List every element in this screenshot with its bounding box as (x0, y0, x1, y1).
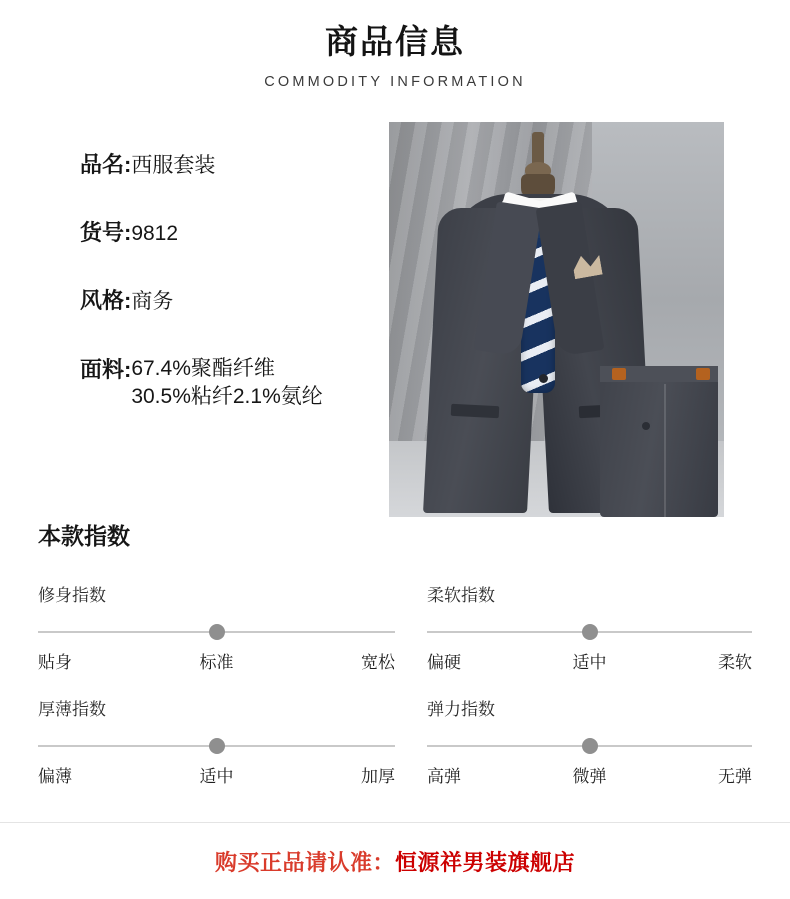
tick-thickness-0: 偏薄 (38, 766, 72, 786)
index-grid (38, 581, 752, 809)
slider-knob-fit[interactable] (209, 624, 225, 640)
index-label-thickness: 厚薄指数 (38, 699, 106, 719)
index-item-softness (427, 581, 752, 673)
tick-softness-0: 偏硬 (427, 652, 461, 672)
footer-text (215, 846, 575, 877)
tick-softness-1: 适中 (572, 652, 607, 672)
slider-knob-thickness[interactable] (209, 738, 225, 754)
slider-softness[interactable] (427, 620, 752, 646)
index-label-fit: 修身指数 (38, 585, 106, 605)
fabric-line-1: 67.4%聚酯纤维 (131, 356, 275, 380)
spec-value-style: 商务 (131, 290, 174, 314)
slider-ticks-thickness (38, 762, 395, 787)
fabric-line-2: 30.5%粘纤2.1%氨纶 (131, 384, 323, 408)
page-title: 商品信息 (325, 23, 465, 60)
page-subtitle: COMMODITY INFORMATION (264, 73, 526, 90)
spec-label-style: 风格: (80, 288, 132, 314)
tick-softness-2: 柔软 (718, 652, 752, 672)
index-item-thickness (38, 695, 395, 787)
tick-fit-2: 宽松 (361, 652, 395, 672)
index-section-title: 本款指数 (38, 522, 130, 549)
spec-value-name: 西服套装 (131, 153, 216, 177)
index-label-softness: 柔软指数 (427, 585, 495, 605)
tick-thickness-2: 加厚 (361, 766, 395, 786)
tick-fit-0: 贴身 (38, 652, 72, 672)
slider-knob-elasticity[interactable] (582, 738, 598, 754)
jacket-pocket-flap-left (451, 403, 500, 417)
spec-label-name: 品名: (80, 151, 132, 177)
index-item-fit (38, 581, 395, 673)
trousers-tag-right (696, 368, 710, 380)
spec-value-sku: 9812 (131, 221, 179, 245)
product-image (389, 122, 724, 517)
product-info-section (0, 122, 790, 512)
spec-label-sku: 货号: (80, 219, 132, 245)
page-header (0, 0, 790, 90)
spec-row-fabric (80, 355, 390, 412)
footer-banner (0, 822, 790, 899)
spec-row-style (80, 286, 390, 316)
tick-elasticity-2: 无弹 (718, 766, 752, 786)
trousers-crease (664, 384, 666, 517)
slider-fit[interactable] (38, 620, 395, 646)
index-label-elasticity: 弹力指数 (427, 699, 495, 719)
footer-prefix: 购买正品请认准： (214, 849, 395, 875)
slider-ticks-softness (427, 648, 752, 673)
index-column-left (38, 581, 395, 809)
tick-thickness-1: 适中 (199, 766, 234, 786)
slider-ticks-elasticity (427, 762, 752, 787)
index-item-elasticity (427, 695, 752, 787)
tick-elasticity-0: 高弹 (427, 766, 461, 786)
trousers (600, 366, 718, 517)
jacket-button (539, 374, 548, 383)
spec-row-sku (80, 218, 390, 248)
spec-list (80, 150, 390, 412)
spec-row-name (80, 150, 390, 180)
spec-label-fabric: 面料: (80, 356, 132, 382)
footer-brand: 恒源祥男装旗舰店 (395, 849, 576, 875)
slider-thickness[interactable] (38, 734, 395, 760)
trousers-tag-left (612, 368, 626, 380)
slider-elasticity[interactable] (427, 734, 752, 760)
mannequin-stand-top (532, 132, 544, 166)
index-column-right (395, 581, 752, 809)
spec-value-fabric (131, 355, 322, 412)
tick-elasticity-1: 微弹 (572, 766, 607, 786)
trousers-button (642, 422, 650, 430)
index-section (0, 518, 790, 809)
slider-knob-softness[interactable] (582, 624, 598, 640)
slider-ticks-fit (38, 648, 395, 673)
tick-fit-1: 标准 (199, 652, 234, 672)
